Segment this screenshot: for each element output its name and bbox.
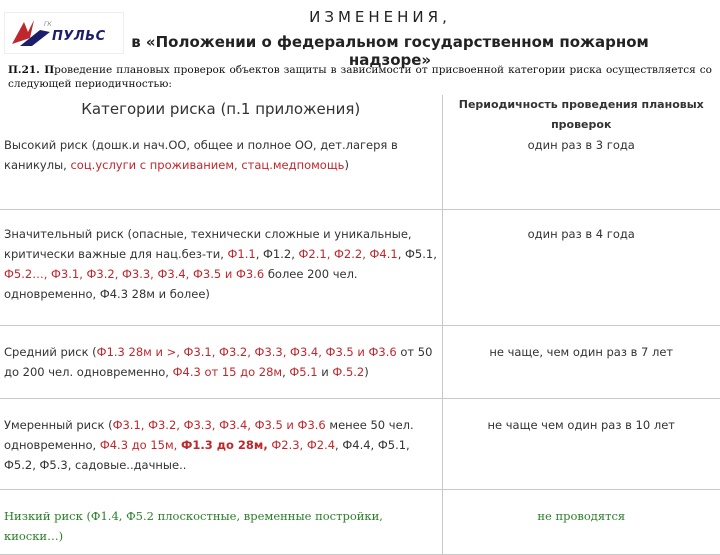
text-red: Ф1.1 [227,247,256,261]
slide-header [0,0,720,69]
text-plain: более 200 чел. одновременно, Ф4.3 28м и более) [4,267,358,301]
text-plain: , Ф4.4, Ф5.1, Ф5.2, Ф5.3, садовые..дачные.. [4,438,410,472]
text-plain: Умеренный риск ( [4,418,113,432]
text-red: Ф5.2…, Ф3.1, Ф3.2, Ф3.3, Ф3.4, Ф3.5 и Ф3.6 [4,267,265,281]
text-plain: , Ф5.1, [397,247,437,261]
row-right: один раз в 3 года [442,135,720,210]
table-row [0,490,720,555]
row-left [0,399,442,490]
text-red: Ф2.1, Ф2.2, Ф4.1 [298,247,398,261]
table-row [0,326,720,399]
row-right: не чаще чем один раз в 10 лет [442,399,720,490]
row-left [0,135,442,210]
row-right: не проводятся [442,490,720,555]
table-row [0,210,720,326]
text-plain: от 50 до 200 чел. одновременно, [4,345,433,379]
text-red: соц.услуги с проживанием, стац.медпомощь [70,158,345,172]
text-red: Ф4.3 от 15 до 28м [172,365,283,379]
text-plain: ) [344,158,349,172]
text-plain: Высокий риск (дошк.и нач.ОО, общее и полное ОО, дет.лагеря в каникулы, [4,138,398,172]
text-plain: менее 50 чел. одновременно, [4,418,414,452]
text-plain: , Ф1.2, [255,247,299,261]
intro-bold: П.21. П [8,64,55,76]
text-red: Ф4.3 до 15м, [99,438,181,452]
text-red: Ф1.3 28м и >, Ф3.1, Ф3.2, Ф3.3, Ф3.4, Ф3.5 и Ф3.6 [96,345,397,359]
risk-table [0,95,720,543]
text-red: Ф.5.2 [332,365,365,379]
row-left: Низкий риск (Ф1.4, Ф5.2 плоскостные, временные постройки, киоски…) [0,490,442,555]
row-left [0,210,442,326]
text-red: Ф2.3, Ф2.4 [267,438,336,452]
header-right: Периодичность проведения плановых проверок [458,98,704,131]
table-row [0,135,720,210]
text-red: Ф5.1 [289,365,318,379]
table-row [0,399,720,490]
row-left [0,326,442,399]
text-plain: , [282,365,290,379]
page-subtitle: в «Положении о федеральном государственном пожарном надзоре» [131,33,649,69]
text-red-bold: Ф1.3 до 28м, [180,438,268,452]
company-logo [4,12,122,52]
intro-text: роведение плановых проверок объектов защиты в зависимости от присвоенной категории риска осуществляется со следующей периодичностью: [8,64,712,90]
row-right: один раз в 4 года [442,210,720,326]
header-left: Категории риска (п.1 приложения) [0,95,442,135]
logo-small-text: ГК [44,21,52,28]
text-red: Ф3.1, Ф3.2, Ф3.3, Ф3.4, Ф3.5 и Ф3.6 [112,418,326,432]
text-plain: Средний риск ( [4,345,97,359]
text-plain: и [317,365,333,379]
intro-paragraph [8,63,712,91]
table-header-row [0,95,720,135]
text-plain: Значительный риск (опасные, технически сложные и уникальные, критически важные для нац.без-ти, [4,227,412,261]
text-plain: ) [364,365,369,379]
row-right: не чаще, чем один раз в 7 лет [442,326,720,399]
logo-text: ПУЛЬС [52,29,106,44]
page-title: ИЗМЕНЕНИЯ, [309,8,451,26]
